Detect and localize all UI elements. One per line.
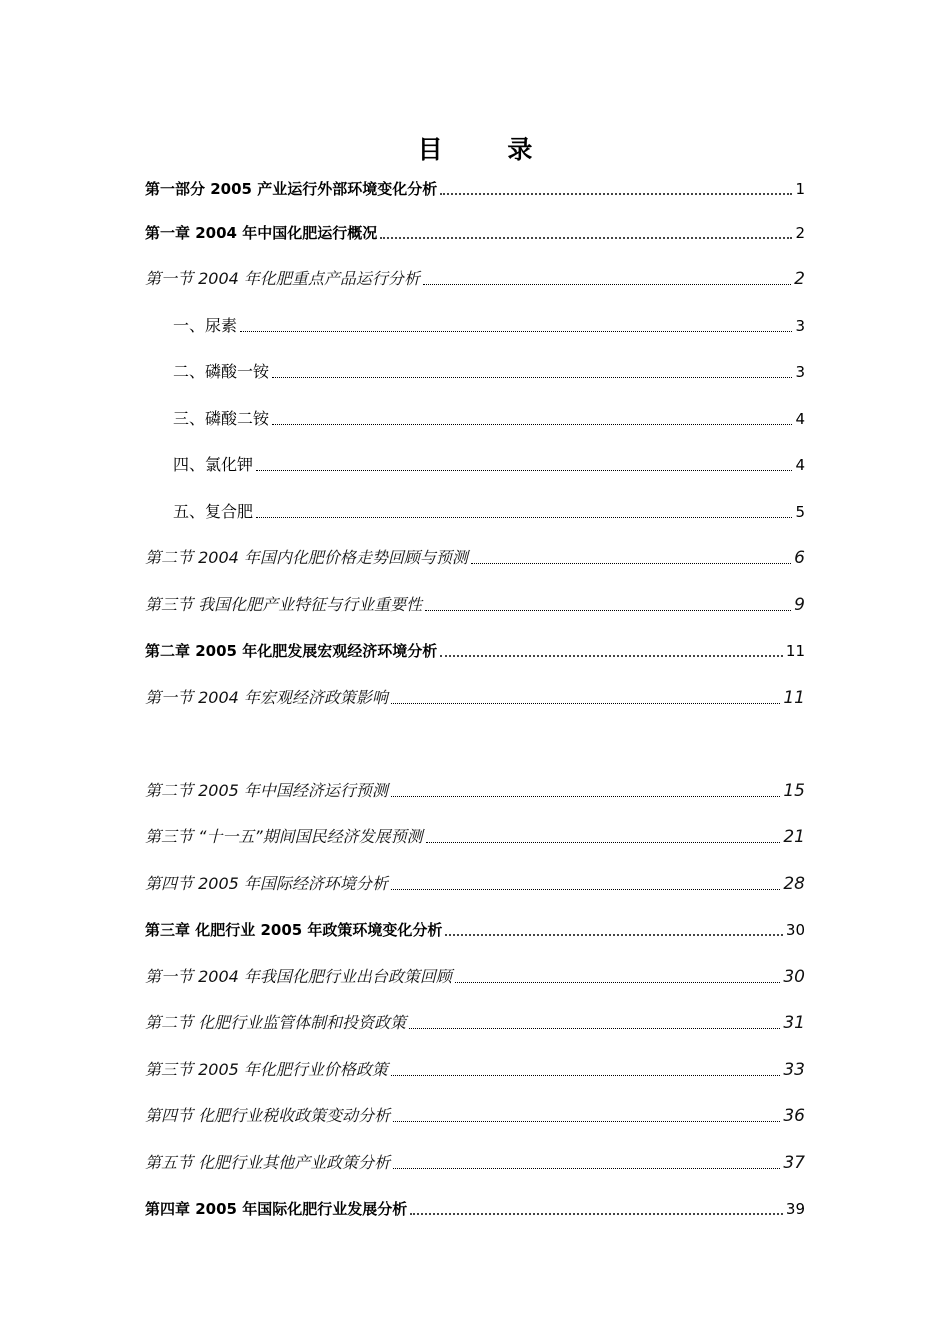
toc-entry-label: 第五节 化肥行业其他产业政策分析: [145, 1153, 391, 1172]
toc-entry-page-number: 2: [795, 224, 805, 242]
toc-entry[interactable]: [145, 543, 805, 569]
dot-leader: [426, 842, 781, 843]
toc-entry-label: 一、尿素: [173, 316, 238, 335]
toc-entry-label: 二、磷酸一铵: [173, 362, 270, 381]
toc-entry-label: 第四节 化肥行业税收政策变动分析: [145, 1106, 391, 1125]
toc-entry[interactable]: [145, 497, 805, 523]
toc-entry[interactable]: [145, 590, 805, 616]
toc-entry-page-number: 11: [785, 642, 805, 660]
toc-entry[interactable]: [145, 1101, 805, 1127]
dot-leader: [256, 517, 792, 518]
dot-leader: [256, 470, 792, 471]
dot-leader: [410, 1213, 783, 1215]
toc-entry-label: 五、复合肥: [173, 502, 254, 521]
toc-entry-page-number: 6: [794, 548, 805, 568]
toc-entry-page-number: 39: [785, 1200, 805, 1218]
toc-entry-label: 第一节 2004 年宏观经济政策影响: [145, 688, 388, 707]
toc-entry[interactable]: [145, 776, 805, 802]
toc-entry[interactable]: [145, 450, 805, 476]
dot-leader: [391, 796, 780, 797]
toc-entry-page-number: 36: [783, 1106, 805, 1126]
toc-entry-page-number: 37: [783, 1153, 805, 1173]
dot-leader: [391, 1075, 780, 1076]
toc-entry[interactable]: [145, 1194, 805, 1220]
toc-entry[interactable]: [145, 311, 805, 337]
toc-entry-label: 第二节 2004 年国内化肥价格走势回顾与预测: [145, 548, 468, 567]
dot-leader: [272, 377, 792, 378]
dot-leader: [409, 1028, 780, 1029]
toc-entry-page-number: 2: [794, 269, 805, 289]
toc-entry-page-number: 11: [783, 688, 805, 708]
toc-entry-page-number: 21: [783, 827, 805, 847]
toc-entry[interactable]: [145, 1055, 805, 1081]
toc-entry[interactable]: [145, 174, 805, 200]
dot-leader: [272, 424, 792, 425]
dot-leader: [240, 331, 792, 332]
toc-entry-label: 四、氯化钾: [173, 455, 254, 474]
toc-title: 目 录: [417, 135, 561, 164]
toc-entry[interactable]: [145, 962, 805, 988]
toc-entry-page-number: 3: [795, 317, 805, 335]
toc-entry-label: 第四章 2005 年国际化肥行业发展分析: [145, 1200, 408, 1218]
toc-entry[interactable]: [145, 218, 805, 244]
dot-leader: [380, 237, 792, 239]
dot-leader: [393, 1168, 780, 1169]
toc-entry[interactable]: [145, 822, 805, 848]
toc-entry[interactable]: [145, 1148, 805, 1174]
toc-entry-page-number: 30: [785, 921, 805, 939]
toc-entry-page-number: 28: [783, 874, 805, 894]
toc-entry-page-number: 3: [795, 363, 805, 381]
dot-leader: [391, 703, 780, 704]
toc-entry-label: 第三节 我国化肥产业特征与行业重要性: [145, 595, 423, 614]
dot-leader: [393, 1121, 780, 1122]
toc-entry-label: 第一章 2004 年中国化肥运行概况: [145, 224, 378, 242]
dot-leader: [471, 563, 791, 564]
toc-entry[interactable]: [145, 869, 805, 895]
dot-leader: [440, 655, 783, 657]
toc-entry[interactable]: [145, 1008, 805, 1034]
toc-entry-page-number: 30: [783, 967, 805, 987]
dot-leader: [425, 610, 791, 611]
toc-entry-page-number: 5: [795, 503, 805, 521]
toc-entry[interactable]: [145, 264, 805, 290]
toc-entry-label: 第三章 化肥行业 2005 年政策环境变化分析: [145, 921, 443, 939]
toc-entry-label: 第二节 化肥行业监管体制和投资政策: [145, 1013, 407, 1032]
toc-entry-label: 三、磷酸二铵: [173, 409, 270, 428]
toc-entry[interactable]: [145, 636, 805, 662]
toc-entry[interactable]: [145, 683, 805, 709]
toc-entry-page-number: 31: [783, 1013, 805, 1033]
toc-entry-label: 第四节 2005 年国际经济环境分析: [145, 874, 388, 893]
toc-entry-page-number: 33: [783, 1060, 805, 1080]
toc-entry-page-number: 9: [794, 595, 805, 615]
toc-entry-page-number: 1: [795, 180, 805, 198]
toc-entry-label: 第三节 “十一五”期间国民经济发展预测: [145, 827, 423, 846]
toc-entry-label: 第一部分 2005 产业运行外部环境变化分析: [145, 180, 438, 198]
toc-entry-label: 第二节 2005 年中国经济运行预测: [145, 781, 388, 800]
dot-leader: [391, 889, 780, 890]
dot-leader: [440, 193, 792, 195]
toc-entry[interactable]: [145, 915, 805, 941]
toc-entry[interactable]: [145, 404, 805, 430]
toc-entry-label: 第二章 2005 年化肥发展宏观经济环境分析: [145, 642, 438, 660]
dot-leader: [445, 934, 782, 936]
toc-entry[interactable]: [145, 357, 805, 383]
toc-entry-page-number: 4: [795, 456, 805, 474]
toc-entry-page-number: 15: [783, 781, 805, 801]
toc-entry-label: 第三节 2005 年化肥行业价格政策: [145, 1060, 388, 1079]
dot-leader: [455, 982, 780, 983]
toc-entry-label: 第一节 2004 年我国化肥行业出台政策回顾: [145, 967, 452, 986]
toc-entry-page-number: 4: [795, 410, 805, 428]
dot-leader: [423, 284, 791, 285]
toc-entry-label: 第一节 2004 年化肥重点产品运行分析: [145, 269, 420, 288]
